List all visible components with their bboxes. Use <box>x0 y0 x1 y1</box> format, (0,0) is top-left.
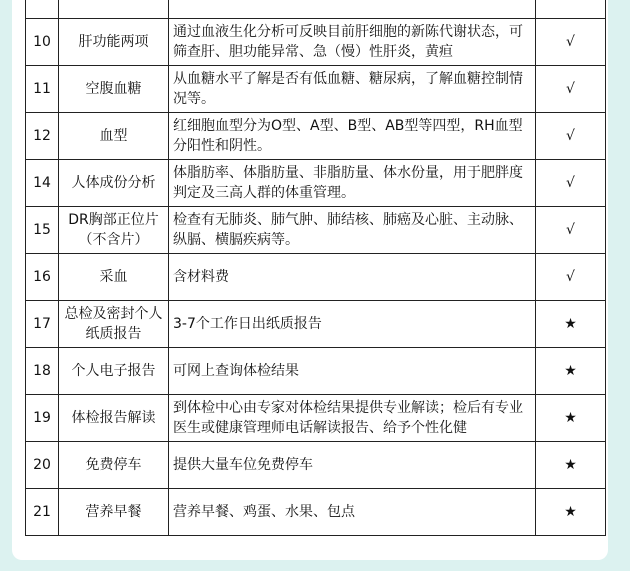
star-mark: ★ <box>536 348 606 395</box>
check-mark: √ <box>536 66 606 113</box>
item-name: 个人电子报告 <box>59 348 169 395</box>
row-number: 16 <box>26 254 59 301</box>
row-number: 21 <box>26 489 59 536</box>
table-row <box>26 160 606 207</box>
item-name: DR胸部正位片（不含片） <box>59 207 169 254</box>
row-number: 18 <box>26 348 59 395</box>
row-number: 14 <box>26 160 59 207</box>
item-description: 营养早餐、鸡蛋、水果、包点 <box>169 489 536 536</box>
star-mark: ★ <box>536 395 606 442</box>
item-description: 到体检中心由专家对体检结果提供专业解读；检后有专业医生或健康管理师电话解读报告、给予个性化健 <box>169 395 536 442</box>
check-mark: √ <box>536 19 606 66</box>
table-row <box>26 0 606 19</box>
item-description: 3-7个工作日出纸质报告 <box>169 301 536 348</box>
check-mark: √ <box>536 160 606 207</box>
row-number: 20 <box>26 442 59 489</box>
table-row <box>26 113 606 160</box>
table-row <box>26 395 606 442</box>
item-name: 营养早餐 <box>59 489 169 536</box>
row-number: 17 <box>26 301 59 348</box>
item-name: 总检及密封个人纸质报告 <box>59 301 169 348</box>
item-description <box>169 0 536 19</box>
item-name: 人体成份分析 <box>59 160 169 207</box>
table-row <box>26 66 606 113</box>
item-name: 体检报告解读 <box>59 395 169 442</box>
item-description: 提供大量车位免费停车 <box>169 442 536 489</box>
row-number: 11 <box>26 66 59 113</box>
item-name <box>59 0 169 19</box>
item-name: 血型 <box>59 113 169 160</box>
row-number: 19 <box>26 395 59 442</box>
table-row <box>26 489 606 536</box>
item-name: 肝功能两项 <box>59 19 169 66</box>
item-description: 检查有无肺炎、肺气肿、肺结核、肺癌及心脏、主动脉、纵膈、横膈疾病等。 <box>169 207 536 254</box>
table-row <box>26 19 606 66</box>
star-mark: ★ <box>536 489 606 536</box>
item-description: 通过血液生化分析可反映目前肝细胞的新陈代谢状态，可筛查肝、胆功能异常、急（慢）性肝炎，黄疸 <box>169 19 536 66</box>
item-name: 采血 <box>59 254 169 301</box>
check-mark: √ <box>536 113 606 160</box>
item-description: 红细胞血型分为O型、A型、B型、AB型等四型，RH血型分阳性和阴性。 <box>169 113 536 160</box>
row-number: 12 <box>26 113 59 160</box>
exam-items-table <box>25 0 606 536</box>
item-name: 免费停车 <box>59 442 169 489</box>
table-row <box>26 207 606 254</box>
item-description: 体脂肪率、体脂肪量、非脂肪量、体水份量，用于肥胖度判定及三高人群的体重管理。 <box>169 160 536 207</box>
check-mark: √ <box>536 207 606 254</box>
item-name: 空腹血糖 <box>59 66 169 113</box>
star-mark: ★ <box>536 301 606 348</box>
check-mark: √ <box>536 254 606 301</box>
row-number: 10 <box>26 19 59 66</box>
item-description: 可网上查询体检结果 <box>169 348 536 395</box>
item-description: 含材料费 <box>169 254 536 301</box>
row-number <box>26 0 59 19</box>
table-row <box>26 254 606 301</box>
star-mark: ★ <box>536 442 606 489</box>
row-number: 15 <box>26 207 59 254</box>
table-row <box>26 301 606 348</box>
table-row <box>26 442 606 489</box>
item-description: 从血糖水平了解是否有低血糖、糖尿病，了解血糖控制情况等。 <box>169 66 536 113</box>
inclusion-mark <box>536 0 606 19</box>
table-row <box>26 348 606 395</box>
